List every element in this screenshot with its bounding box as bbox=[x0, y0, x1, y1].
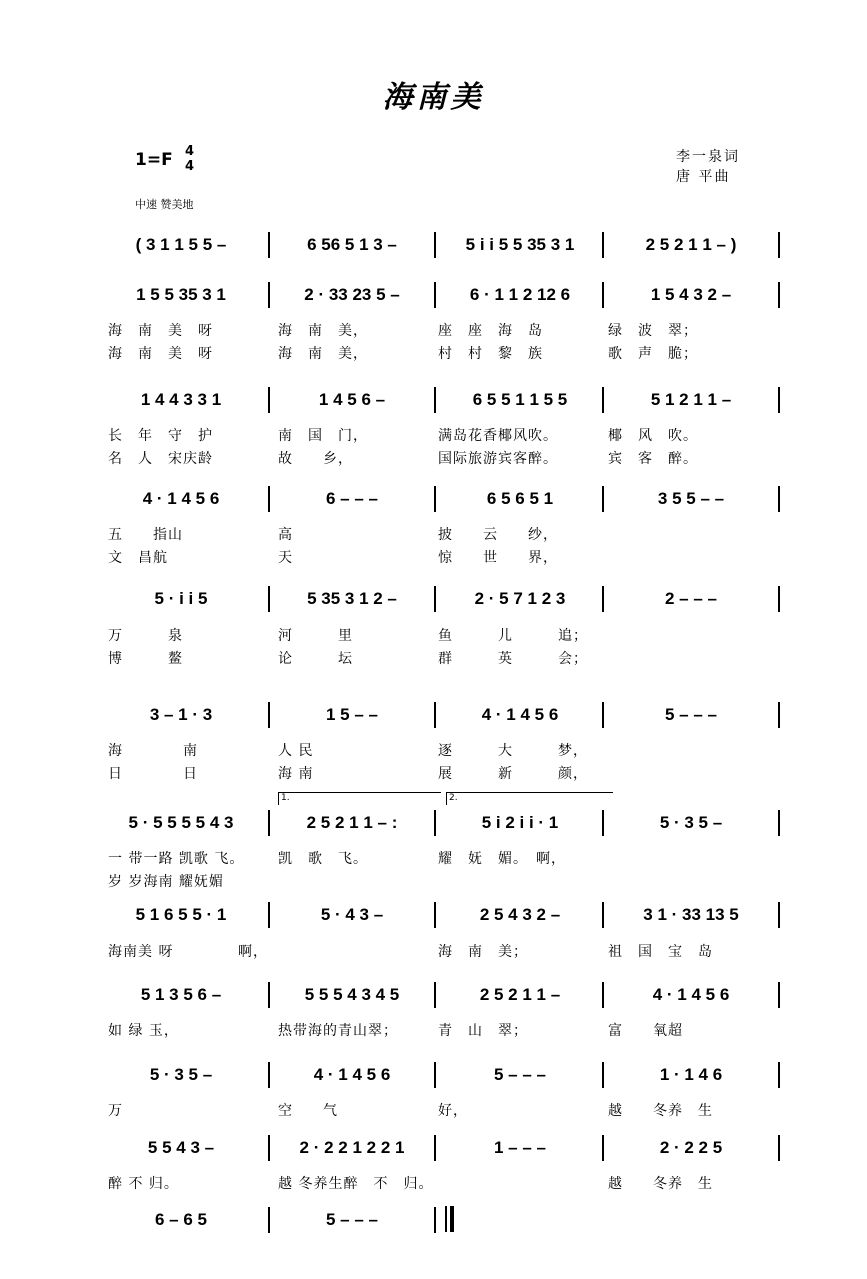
lyric-line bbox=[108, 625, 768, 645]
barline bbox=[602, 902, 604, 928]
barline bbox=[434, 810, 436, 836]
composer-credit: 唐 平曲 bbox=[676, 169, 731, 185]
lyric-text: 万 泉 bbox=[108, 628, 183, 644]
measure: 2 – – – bbox=[665, 589, 717, 608]
lyric-line bbox=[108, 425, 768, 445]
barline bbox=[268, 387, 270, 413]
lyric-text: 河 里 bbox=[278, 628, 353, 644]
measure: 3 5 5 – – bbox=[657, 489, 725, 508]
barline bbox=[268, 232, 270, 258]
measure: 1 5 – – bbox=[326, 705, 378, 724]
barline bbox=[602, 387, 604, 413]
barline bbox=[268, 486, 270, 512]
measure: 2 · 5 7 1 2 3 bbox=[474, 589, 566, 608]
measure: 2 5 2 1 1 – bbox=[479, 985, 561, 1004]
measure: 6 – – – bbox=[326, 489, 378, 508]
lyric-text: 万 bbox=[108, 1103, 123, 1119]
lyric-line bbox=[108, 763, 768, 783]
measure: 5 · 3 5 – bbox=[149, 1065, 213, 1084]
key-signature: 1=F bbox=[135, 150, 173, 170]
lyric-line bbox=[108, 941, 768, 961]
measure: 2 5 4 3 2 – bbox=[479, 905, 561, 924]
barline bbox=[434, 1135, 436, 1161]
lyric-text: 村 村 黎 族 bbox=[438, 346, 543, 362]
lyric-text: 热带海的青山翠； bbox=[278, 1023, 398, 1039]
measure: 1 5 5 35 3 1 bbox=[136, 285, 226, 304]
lyric-text: 海 南 美； bbox=[438, 944, 528, 960]
score-row bbox=[96, 1133, 786, 1163]
lyric-text: 满岛花香椰风吹。 bbox=[438, 428, 558, 444]
lyric-text: 五 指山 bbox=[108, 527, 183, 543]
lyric-line bbox=[108, 524, 768, 544]
lyric-text: 如 绿 玉， bbox=[108, 1023, 179, 1039]
measure: 5 · i i 5 bbox=[154, 589, 208, 608]
measure: 5 1 6 5 5 · 1 bbox=[135, 905, 227, 924]
lyric-text: 越 冬养 生 bbox=[608, 1176, 713, 1192]
lyric-text: 国际旅游宾客醉。 bbox=[438, 451, 558, 467]
first-ending: 1. bbox=[278, 792, 441, 805]
measure: ( 3 1 1 5 5 – bbox=[135, 235, 227, 254]
measure: 4 · 1 4 5 6 bbox=[481, 705, 559, 724]
measure: 5 1 3 5 6 – bbox=[140, 985, 222, 1004]
score-row bbox=[96, 280, 786, 310]
lyric-text: 人 民 bbox=[278, 743, 314, 759]
lyric-line bbox=[108, 848, 768, 868]
lyric-text: 富 氧超 bbox=[608, 1023, 683, 1039]
barline bbox=[778, 1062, 780, 1088]
measure: 4 · 1 4 5 6 bbox=[313, 1065, 391, 1084]
barline bbox=[434, 902, 436, 928]
measure: 1 4 5 6 – bbox=[318, 390, 386, 409]
measure: 4 · 1 4 5 6 bbox=[652, 985, 730, 1004]
measure: 1 4 4 3 3 1 bbox=[140, 390, 222, 409]
lyric-text: 天 bbox=[278, 550, 293, 566]
lyric-text: 博 鳌 bbox=[108, 651, 183, 667]
time-signature bbox=[185, 144, 194, 174]
lyric-text: 日 日 bbox=[108, 766, 198, 782]
score-row bbox=[96, 484, 786, 514]
barline bbox=[602, 1135, 604, 1161]
barline bbox=[778, 486, 780, 512]
lyric-text: 披 云 纱， bbox=[438, 527, 558, 543]
lyric-text: 空 气 bbox=[278, 1103, 338, 1119]
lyric-text: 南 国 门， bbox=[278, 428, 368, 444]
barline bbox=[268, 282, 270, 308]
barline bbox=[434, 282, 436, 308]
measure: 2 5 2 1 1 – ) bbox=[645, 235, 737, 254]
lyric-text: 惊 世 界， bbox=[438, 550, 558, 566]
lyric-text: 海 南 美， bbox=[278, 323, 368, 339]
lyricist-credit: 李一泉词 bbox=[676, 149, 740, 165]
measure: 5 i 2 i i · 1 bbox=[481, 813, 559, 832]
lyric-line bbox=[108, 343, 768, 363]
score-row bbox=[96, 1060, 786, 1090]
lyric-text: 故 乡， bbox=[278, 451, 353, 467]
barline bbox=[434, 1062, 436, 1088]
measure: 1 5 4 3 2 – bbox=[650, 285, 732, 304]
measure: 3 1 · 33 13 5 bbox=[643, 905, 739, 924]
barline bbox=[268, 1062, 270, 1088]
measure: 5 5 4 3 – bbox=[147, 1138, 215, 1157]
measure: 5 – – – bbox=[494, 1065, 546, 1084]
final-barline-thin bbox=[445, 1206, 447, 1232]
barline bbox=[602, 982, 604, 1008]
measure: 5 · 5 5 5 5 4 3 bbox=[128, 813, 234, 832]
barline bbox=[602, 232, 604, 258]
barline bbox=[268, 982, 270, 1008]
score-row bbox=[96, 385, 786, 415]
measure: 2 5 2 1 1 – : bbox=[306, 813, 398, 832]
barline bbox=[268, 702, 270, 728]
lyric-line bbox=[108, 448, 768, 468]
measure: 5 i i 5 5 35 3 1 bbox=[465, 235, 575, 254]
measure: 5 · 4 3 – bbox=[320, 905, 384, 924]
barline bbox=[778, 232, 780, 258]
score-row bbox=[96, 700, 786, 730]
lyric-line bbox=[108, 1020, 768, 1040]
lyric-text: 鱼 儿 追； bbox=[438, 628, 588, 644]
lyric-line bbox=[108, 740, 768, 760]
lyric-text: 椰 风 吹。 bbox=[608, 428, 698, 444]
barline bbox=[778, 982, 780, 1008]
score-row bbox=[96, 808, 786, 838]
lyric-text: 越 冬养生醉 不 归。 bbox=[278, 1176, 434, 1192]
measure: 1 · 1 4 6 bbox=[659, 1065, 723, 1084]
measure: 5 – – – bbox=[326, 1210, 378, 1229]
lyric-text: 海南美 呀 bbox=[108, 944, 174, 960]
barline bbox=[778, 586, 780, 612]
time-signature-bottom: 4 bbox=[185, 159, 195, 174]
barline bbox=[434, 702, 436, 728]
barline bbox=[434, 982, 436, 1008]
lyric-text: 海 南 美， bbox=[278, 346, 368, 362]
score-row bbox=[96, 900, 786, 930]
lyric-text: 青 山 翠； bbox=[438, 1023, 528, 1039]
lyric-text: 论 坛 bbox=[278, 651, 353, 667]
barline bbox=[268, 1135, 270, 1161]
lyric-line bbox=[108, 547, 768, 567]
barline bbox=[602, 702, 604, 728]
barline bbox=[778, 387, 780, 413]
barline bbox=[778, 702, 780, 728]
barline bbox=[778, 1135, 780, 1161]
measure: 6 5 6 5 1 bbox=[486, 489, 554, 508]
barline bbox=[778, 810, 780, 836]
measure: 5 5 5 4 3 4 5 bbox=[304, 985, 400, 1004]
measure: 5 – – – bbox=[665, 705, 717, 724]
barline bbox=[434, 486, 436, 512]
measure: 6 – 6 5 bbox=[155, 1210, 207, 1229]
lyric-text: 绿 波 翠； bbox=[608, 323, 698, 339]
measure: 2 · 2 2 1 2 2 1 bbox=[299, 1138, 405, 1157]
barline bbox=[268, 810, 270, 836]
second-ending: 2. bbox=[446, 792, 613, 805]
lyric-text: 越 冬养 生 bbox=[608, 1103, 713, 1119]
score-row bbox=[96, 1205, 786, 1235]
lyric-text: 长 年 守 护 bbox=[108, 428, 213, 444]
barline bbox=[778, 282, 780, 308]
measure: 2 · 2 2 5 bbox=[659, 1138, 723, 1157]
lyric-line bbox=[108, 871, 768, 891]
barline bbox=[602, 486, 604, 512]
lyric-text: 群 英 会； bbox=[438, 651, 588, 667]
lyric-line bbox=[108, 320, 768, 340]
lyric-line bbox=[108, 1100, 768, 1120]
score-row bbox=[96, 584, 786, 614]
lyric-text: 海 南 bbox=[278, 766, 314, 782]
lyric-text: 啊， bbox=[238, 944, 268, 960]
lyric-text: 耀 妩 媚。 啊， bbox=[438, 851, 566, 867]
time-signature-top: 4 bbox=[185, 144, 195, 159]
measure: 3 – 1 · 3 bbox=[149, 705, 213, 724]
measure: 6 5 5 1 1 5 5 bbox=[472, 390, 568, 409]
lyric-text: 名 人 宋庆龄 bbox=[108, 451, 213, 467]
score-row bbox=[96, 980, 786, 1010]
lyric-text: 海 南 美 呀 bbox=[108, 346, 213, 362]
lyric-text: 海 南 bbox=[108, 743, 198, 759]
measure: 5 · 3 5 – bbox=[659, 813, 723, 832]
lyric-text: 座 座 海 岛 bbox=[438, 323, 543, 339]
lyric-text: 凯 歌 飞。 bbox=[278, 851, 368, 867]
barline bbox=[268, 586, 270, 612]
barline bbox=[602, 1062, 604, 1088]
measure: 5 1 2 1 1 – bbox=[650, 390, 732, 409]
measure: 5 35 3 1 2 – bbox=[307, 589, 397, 608]
barline bbox=[434, 387, 436, 413]
lyric-text: 醉 不 归。 bbox=[108, 1176, 179, 1192]
lyric-line bbox=[108, 1173, 768, 1193]
lyric-text: 逐 大 梦， bbox=[438, 743, 588, 759]
barline bbox=[602, 282, 604, 308]
lyric-text: 宾 客 醉。 bbox=[608, 451, 698, 467]
barline bbox=[602, 586, 604, 612]
barline bbox=[602, 810, 604, 836]
lyric-text: 文 昌航 bbox=[108, 550, 168, 566]
measure: 6 56 5 1 3 – bbox=[307, 235, 397, 254]
lyric-line bbox=[108, 648, 768, 668]
lyric-text: 海 南 美 呀 bbox=[108, 323, 213, 339]
final-barline-thick bbox=[450, 1206, 454, 1232]
lyric-text: 高 bbox=[278, 527, 293, 543]
song-title: 海南美 bbox=[382, 80, 485, 115]
barline bbox=[434, 1207, 436, 1233]
lyric-text: 展 新 颜， bbox=[438, 766, 588, 782]
measure: 2 · 33 23 5 – bbox=[304, 285, 400, 304]
tempo-marking: 中速 赞美地 bbox=[135, 198, 194, 211]
barline bbox=[778, 902, 780, 928]
lyric-text: 好， bbox=[438, 1103, 468, 1119]
lyric-text: 歌 声 脆； bbox=[608, 346, 698, 362]
lyric-text: 一 带一路 凯歌 飞。 bbox=[108, 851, 245, 867]
lyric-text: 岁 岁海南 耀妩媚 bbox=[108, 874, 224, 890]
score-row bbox=[96, 230, 786, 260]
measure: 1 – – – bbox=[494, 1138, 546, 1157]
measure: 6 · 1 1 2 12 6 bbox=[469, 285, 571, 304]
barline bbox=[434, 232, 436, 258]
lyric-text: 祖 国 宝 岛 bbox=[608, 944, 713, 960]
measure: 4 · 1 4 5 6 bbox=[142, 489, 220, 508]
barline bbox=[434, 586, 436, 612]
barline bbox=[268, 1207, 270, 1233]
barline bbox=[268, 902, 270, 928]
